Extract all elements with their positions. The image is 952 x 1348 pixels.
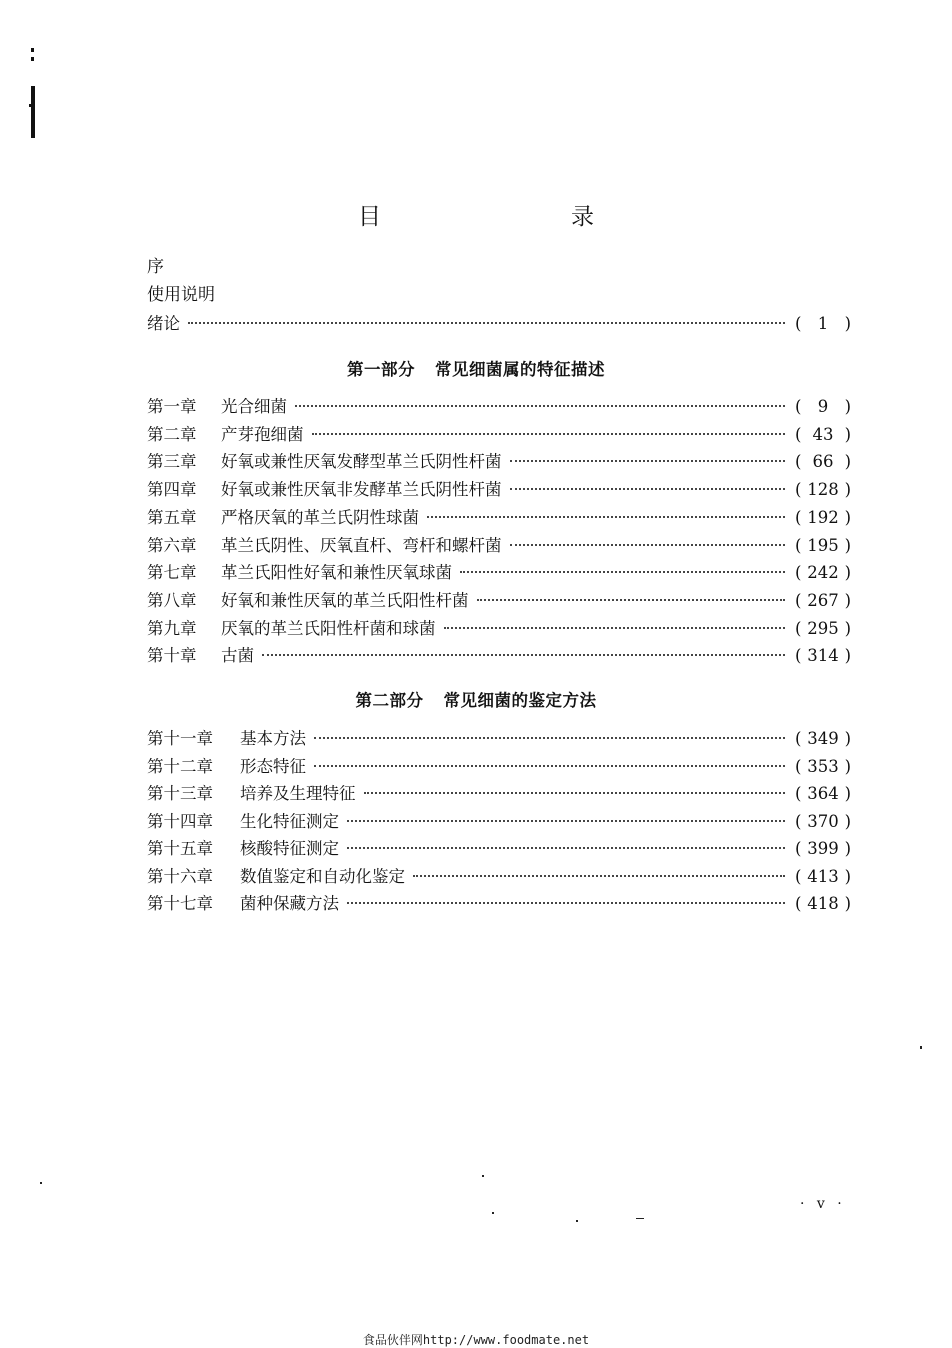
page-reference: ( 418 ) bbox=[795, 894, 851, 913]
dot-leader bbox=[510, 544, 786, 546]
chapter-number: 第十七章 bbox=[147, 894, 213, 913]
toc-entry[interactable] bbox=[147, 451, 851, 473]
chapter-title: 培养及生理特征 bbox=[240, 784, 356, 803]
part2-heading bbox=[0, 687, 952, 711]
dot-leader bbox=[312, 433, 786, 435]
chapter-title: 基本方法 bbox=[240, 729, 306, 748]
scan-artifact bbox=[31, 57, 34, 61]
chapter-title: 革兰氏阴性、厌氧直杆、弯杆和螺杆菌 bbox=[221, 535, 502, 555]
dot-leader bbox=[510, 488, 786, 490]
dot-leader bbox=[314, 737, 785, 739]
scan-artifact bbox=[29, 104, 35, 107]
toc-entry-intro[interactable] bbox=[147, 313, 851, 335]
scan-speck bbox=[482, 1175, 484, 1177]
toc-entry[interactable] bbox=[147, 645, 851, 667]
chapter-number: 第十五章 bbox=[147, 839, 213, 858]
page-number: 314 bbox=[807, 646, 839, 666]
page-reference: ( 192 ) bbox=[795, 507, 851, 527]
part1-heading bbox=[0, 356, 952, 380]
page-reference: ( 295 ) bbox=[795, 618, 851, 638]
dot-leader bbox=[510, 460, 786, 462]
toc-entry[interactable] bbox=[147, 756, 851, 778]
chapter-number: 第二章 bbox=[147, 424, 197, 444]
toc-entry[interactable] bbox=[147, 535, 851, 557]
page-number: 242 bbox=[807, 563, 839, 583]
toc-entry[interactable] bbox=[147, 479, 851, 501]
front-matter-preface[interactable]: 序 bbox=[147, 257, 164, 277]
chapter-number: 第六章 bbox=[147, 535, 197, 555]
chapter-title: 革兰氏阳性好氧和兼性厌氧球菌 bbox=[221, 563, 452, 583]
chapter-number: 第一章 bbox=[147, 397, 197, 416]
part-title: 常见细菌属的特征描述 bbox=[435, 360, 605, 379]
chapter-title: 古菌 bbox=[221, 646, 254, 666]
dot-leader bbox=[427, 516, 785, 518]
part-label: 第二部分 bbox=[355, 691, 424, 710]
toc-entry[interactable] bbox=[147, 396, 851, 418]
page-reference: ( 128 ) bbox=[795, 480, 851, 500]
chapter-title: 产芽孢细菌 bbox=[221, 424, 304, 444]
toc-entry[interactable] bbox=[147, 507, 851, 529]
page-number: 349 bbox=[807, 729, 839, 748]
toc-entry[interactable] bbox=[147, 893, 851, 915]
dot-leader bbox=[477, 599, 786, 601]
dot-leader bbox=[460, 571, 785, 573]
page-number: 66 bbox=[812, 452, 834, 472]
part-label: 第一部分 bbox=[347, 360, 415, 379]
page-number: 370 bbox=[807, 811, 839, 831]
chapter-number: 第七章 bbox=[147, 563, 197, 583]
chapter-number: 第十一章 bbox=[147, 729, 213, 748]
toc-entry[interactable] bbox=[147, 728, 851, 750]
page-number: 1 bbox=[817, 314, 829, 333]
toc-entry[interactable] bbox=[147, 424, 851, 446]
chapter-number: 第十二章 bbox=[147, 756, 213, 776]
chapter-title: 好氧或兼性厌氧发酵型革兰氏阴性杆菌 bbox=[221, 452, 502, 472]
page-number: 195 bbox=[807, 535, 839, 555]
scan-artifact bbox=[31, 48, 34, 52]
chapter-number: 第三章 bbox=[147, 452, 197, 472]
dot-leader bbox=[188, 322, 785, 324]
dot-leader bbox=[347, 820, 785, 822]
toc-entry[interactable] bbox=[147, 783, 851, 805]
page-number: 353 bbox=[807, 756, 839, 776]
toc-entry[interactable] bbox=[147, 590, 851, 612]
toc-entry[interactable] bbox=[147, 562, 851, 584]
toc-entry-title: 绪论 bbox=[147, 314, 180, 333]
footer-watermark: 食品伙伴网http://www.foodmate.net bbox=[362, 1333, 590, 1347]
page-number: 192 bbox=[807, 507, 839, 527]
chapter-title: 菌种保藏方法 bbox=[240, 894, 339, 913]
chapter-title: 严格厌氧的革兰氏阴性球菌 bbox=[221, 507, 419, 527]
chapter-title: 形态特征 bbox=[240, 756, 306, 776]
page-reference: ( 66 ) bbox=[795, 452, 851, 472]
scan-speck bbox=[636, 1218, 644, 1219]
chapter-title: 好氧和兼性厌氧的革兰氏阳性杆菌 bbox=[221, 590, 469, 610]
dot-leader bbox=[314, 765, 785, 767]
page-reference: ( 364 ) bbox=[795, 784, 851, 803]
chapter-title: 数值鉴定和自动化鉴定 bbox=[240, 866, 405, 886]
page-number: 267 bbox=[807, 590, 839, 610]
chapter-title: 生化特征测定 bbox=[240, 811, 339, 831]
scan-speck bbox=[40, 1182, 42, 1184]
page-reference: ( 314 ) bbox=[795, 646, 851, 666]
chapter-number: 第十三章 bbox=[147, 784, 213, 803]
page-reference: ( 413 ) bbox=[795, 866, 851, 886]
page-reference: ( 43 ) bbox=[795, 424, 851, 444]
toc-entry[interactable] bbox=[147, 811, 851, 833]
page-number: 418 bbox=[807, 894, 839, 913]
front-matter-usage[interactable]: 使用说明 bbox=[147, 285, 215, 305]
scan-speck bbox=[920, 1046, 922, 1049]
page-reference: ( 242 ) bbox=[795, 563, 851, 583]
page-folio: · v · bbox=[800, 1196, 846, 1212]
dot-leader bbox=[295, 405, 785, 407]
dot-leader bbox=[413, 875, 785, 877]
page-reference: ( 349 ) bbox=[795, 729, 851, 748]
scan-speck bbox=[576, 1220, 578, 1222]
scan-artifact bbox=[31, 86, 35, 138]
page-reference: ( 370 ) bbox=[795, 811, 851, 831]
chapter-number: 第十章 bbox=[147, 646, 197, 666]
chapter-number: 第九章 bbox=[147, 618, 197, 638]
dot-leader bbox=[262, 654, 785, 656]
chapter-number: 第十四章 bbox=[147, 811, 213, 831]
chapter-title: 厌氧的革兰氏阳性杆菌和球菌 bbox=[221, 618, 436, 638]
page-reference: ( 399 ) bbox=[795, 839, 851, 858]
page-number: 9 bbox=[817, 397, 829, 416]
page-number: 128 bbox=[807, 480, 839, 500]
page-title: 目 录 bbox=[358, 204, 642, 230]
page-number: 413 bbox=[807, 866, 839, 886]
chapter-number: 第四章 bbox=[147, 480, 197, 500]
page-number: 399 bbox=[807, 839, 839, 858]
page-number: 43 bbox=[812, 424, 834, 444]
chapter-title: 好氧或兼性厌氧非发酵革兰氏阴性杆菌 bbox=[221, 480, 502, 500]
chapter-number: 第八章 bbox=[147, 590, 197, 610]
page-reference: ( 195 ) bbox=[795, 535, 851, 555]
toc-entry[interactable] bbox=[147, 838, 851, 860]
dot-leader bbox=[347, 902, 785, 904]
page-reference: ( 353 ) bbox=[795, 756, 851, 776]
page-reference: ( 267 ) bbox=[795, 590, 851, 610]
part-title: 常见细菌的鉴定方法 bbox=[443, 691, 597, 710]
page-reference: ( 9 ) bbox=[795, 397, 851, 416]
page-number: 295 bbox=[807, 618, 839, 638]
dot-leader bbox=[347, 847, 785, 849]
chapter-title: 光合细菌 bbox=[221, 397, 287, 416]
toc-entry[interactable] bbox=[147, 618, 851, 640]
chapter-number: 第五章 bbox=[147, 507, 197, 527]
chapter-number: 第十六章 bbox=[147, 866, 213, 886]
scan-speck bbox=[492, 1212, 494, 1214]
chapter-title: 核酸特征测定 bbox=[240, 839, 339, 858]
page-number: 364 bbox=[807, 784, 839, 803]
dot-leader bbox=[444, 627, 786, 629]
page-reference: ( 1 ) bbox=[795, 314, 851, 333]
toc-entry[interactable] bbox=[147, 866, 851, 888]
dot-leader bbox=[364, 792, 786, 794]
